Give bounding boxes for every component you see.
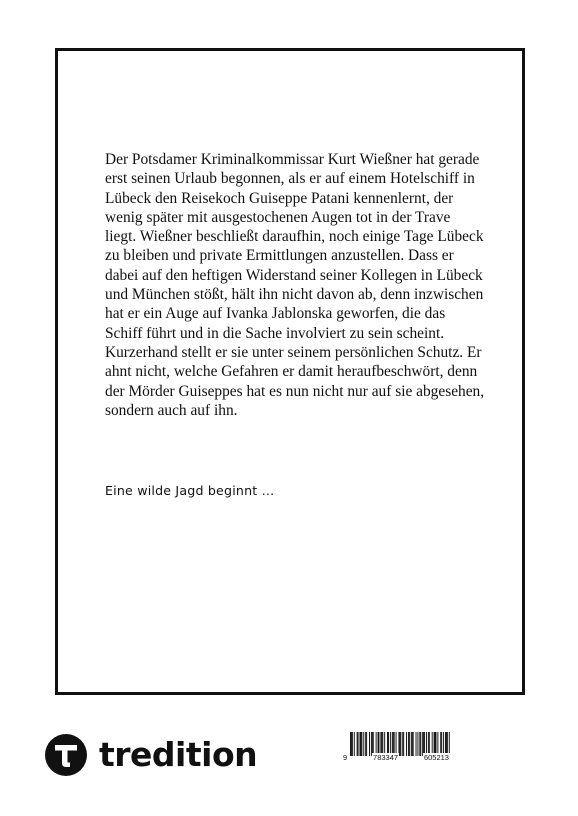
cover-frame: [55, 48, 525, 695]
isbn-barcode: [340, 730, 452, 770]
isbn-group-right: 605213: [423, 753, 449, 762]
tredition-t-logo-icon: [45, 734, 87, 776]
publisher-logo: [45, 733, 257, 777]
blurb-text: Der Potsdamer Kriminalkommissar Kurt Wießner hat gerade erst seinen Urlaub begonnen, als er auf einem Hotelschiff in Lübeck den Reisekoch Guiseppe Patani kennenlernt, der wenig später mit ausgestochenen Augen tot in der Trave liegt. Wießner beschließt daraufhin, noch einige Tage Lübeck zu bleiben und private Ermittlungen anzustellen. Dass er dabei auf den heftigen Widerstand seiner Kollegen in Lübeck und München stößt, hält ihn nicht davon ab, denn inzwischen hat er ein Auge auf Ivanka Jablonska geworfen, die das Schiff führt und in die Sache involviert zu sein scheint. Kurzerhand stellt er sie unter seinem persönlichen Schutz. Er ahnt nicht, welche Gefahren er damit heraufbeschwört, denn der Mörder Guiseppes hat es nun nicht nur auf sie abgesehen, sondern auch auf ihn.: [105, 151, 485, 419]
publisher-name: tredition: [99, 735, 258, 774]
isbn-digits: [340, 753, 452, 762]
isbn-group-left: 783347: [373, 753, 399, 762]
tagline: Eine wilde Jagd beginnt …: [105, 483, 275, 498]
isbn-digit-first: 9: [343, 753, 348, 762]
